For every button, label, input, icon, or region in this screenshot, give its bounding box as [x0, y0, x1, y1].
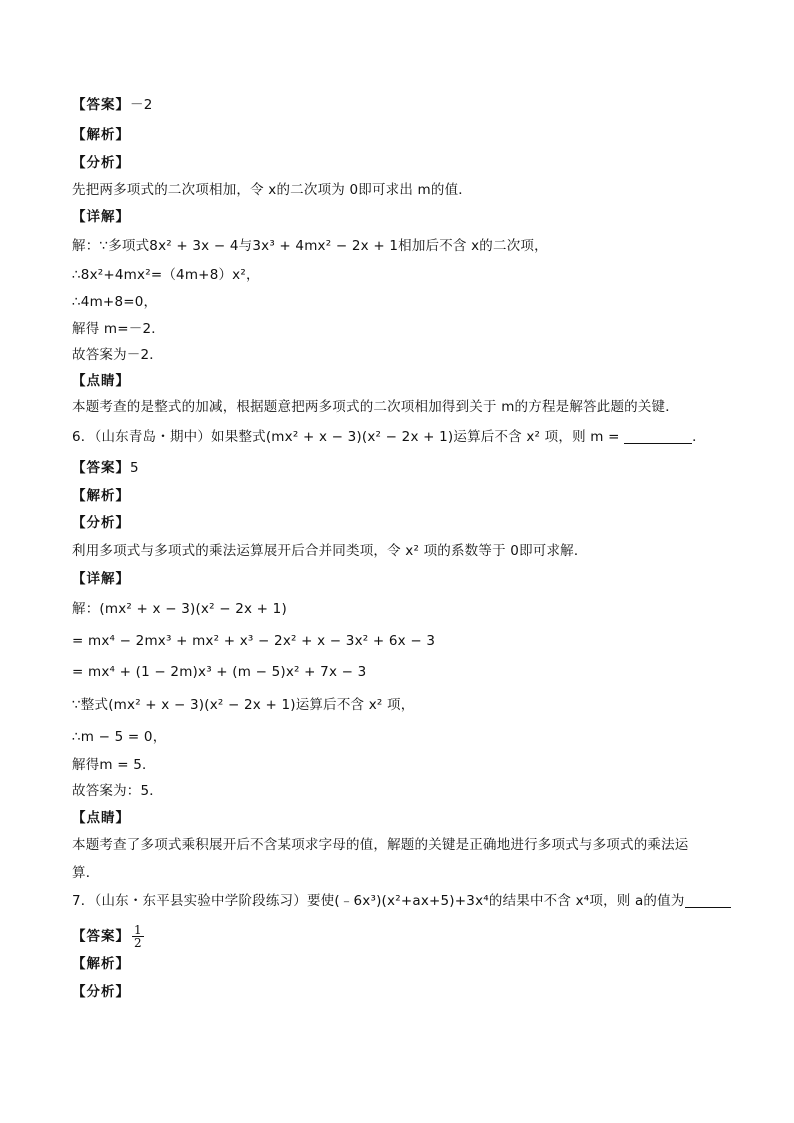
answer-line: 【答案】－2 [72, 97, 153, 113]
analysis-heading: 【解析】 [72, 127, 130, 143]
solution-line-4: 解得 m=－2． [72, 321, 165, 337]
answer-line: 【答案】5 [72, 460, 139, 476]
answer-blank [624, 429, 692, 444]
solution-line-5: ∴m − 5 = 0， [72, 729, 167, 745]
analysis-heading: 【解析】 [72, 956, 130, 972]
answer-blank [685, 893, 731, 908]
solution-line-3: ∴4m+8=0， [72, 294, 158, 310]
dianjing-heading: 【点睛】 [72, 810, 130, 826]
fenxi-text: 先把两多项式的二次项相加，令 x的二次项为 0即可求出 m的值． [72, 182, 473, 198]
solution-line-3: = mx⁴ + (1 − 2m)x³ + (m − 5)x² + 7x − 3 [72, 664, 367, 680]
solution-line-5: 故答案为－2． [72, 347, 163, 363]
dianjing-text-2: 算． [72, 865, 100, 881]
solution-line-2: = mx⁴ − 2mx³ + mx² + x³ − 2x² + x − 3x² + 6x − 3 [72, 633, 436, 649]
solution-line-2: ∴8x²+4mx²=（4m+8）x²， [72, 267, 260, 283]
dianjing-text: 本题考查的是整式的加减，根据题意把两多项式的二次项相加得到关于 m的方程是解答此题的关键． [72, 399, 679, 415]
fenxi-heading: 【分析】 [72, 984, 130, 1000]
analysis-heading: 【解析】 [72, 488, 130, 504]
answer-fraction: $\frac{1}{2}$ [134, 923, 142, 950]
solution-line-6: 解得m = 5． [72, 757, 156, 773]
solution-line-7: 故答案为：5． [72, 783, 163, 799]
fenxi-heading: 【分析】 [72, 155, 130, 171]
dianjing-text-1: 本题考查了多项式乘积展开后不含某项求字母的值，解题的关键是正确地进行多项式与多项式的乘法运 [72, 837, 689, 853]
fenxi-text: 利用多项式与多项式的乘法运算展开后合并同类项，令 x² 项的系数等于 0即可求解． [72, 543, 588, 559]
fenxi-heading: 【分析】 [72, 515, 130, 531]
dianjing-heading: 【点睛】 [72, 373, 130, 389]
question-6: 6．（山东青岛・期中）如果整式(mx² + x − 3)(x² − 2x + 1)运算后不含 x² 项，则 m = ． [72, 429, 706, 445]
question-7: 7．（山东・东平县实验中学阶段练习）要使(﹣6x³)(x²+ax+5)+3x⁴的结果中不含 x⁴项，则 a的值为 [72, 892, 731, 910]
solution-line-1: 解：∵多项式8x² + 3x − 4与3x³ + 4mx² − 2x + 1相加后不含 x的二次项， [72, 238, 548, 254]
xiangjie-heading: 【详解】 [72, 571, 130, 587]
solution-line-1: 解：(mx² + x − 3)(x² − 2x + 1) [72, 601, 287, 617]
xiangjie-heading: 【详解】 [72, 209, 130, 225]
answer-line: 【答案】 $\frac{1}{2}$ [72, 923, 142, 950]
solution-line-4: ∵整式(mx² + x − 3)(x² − 2x + 1)运算后不含 x² 项， [72, 697, 415, 713]
